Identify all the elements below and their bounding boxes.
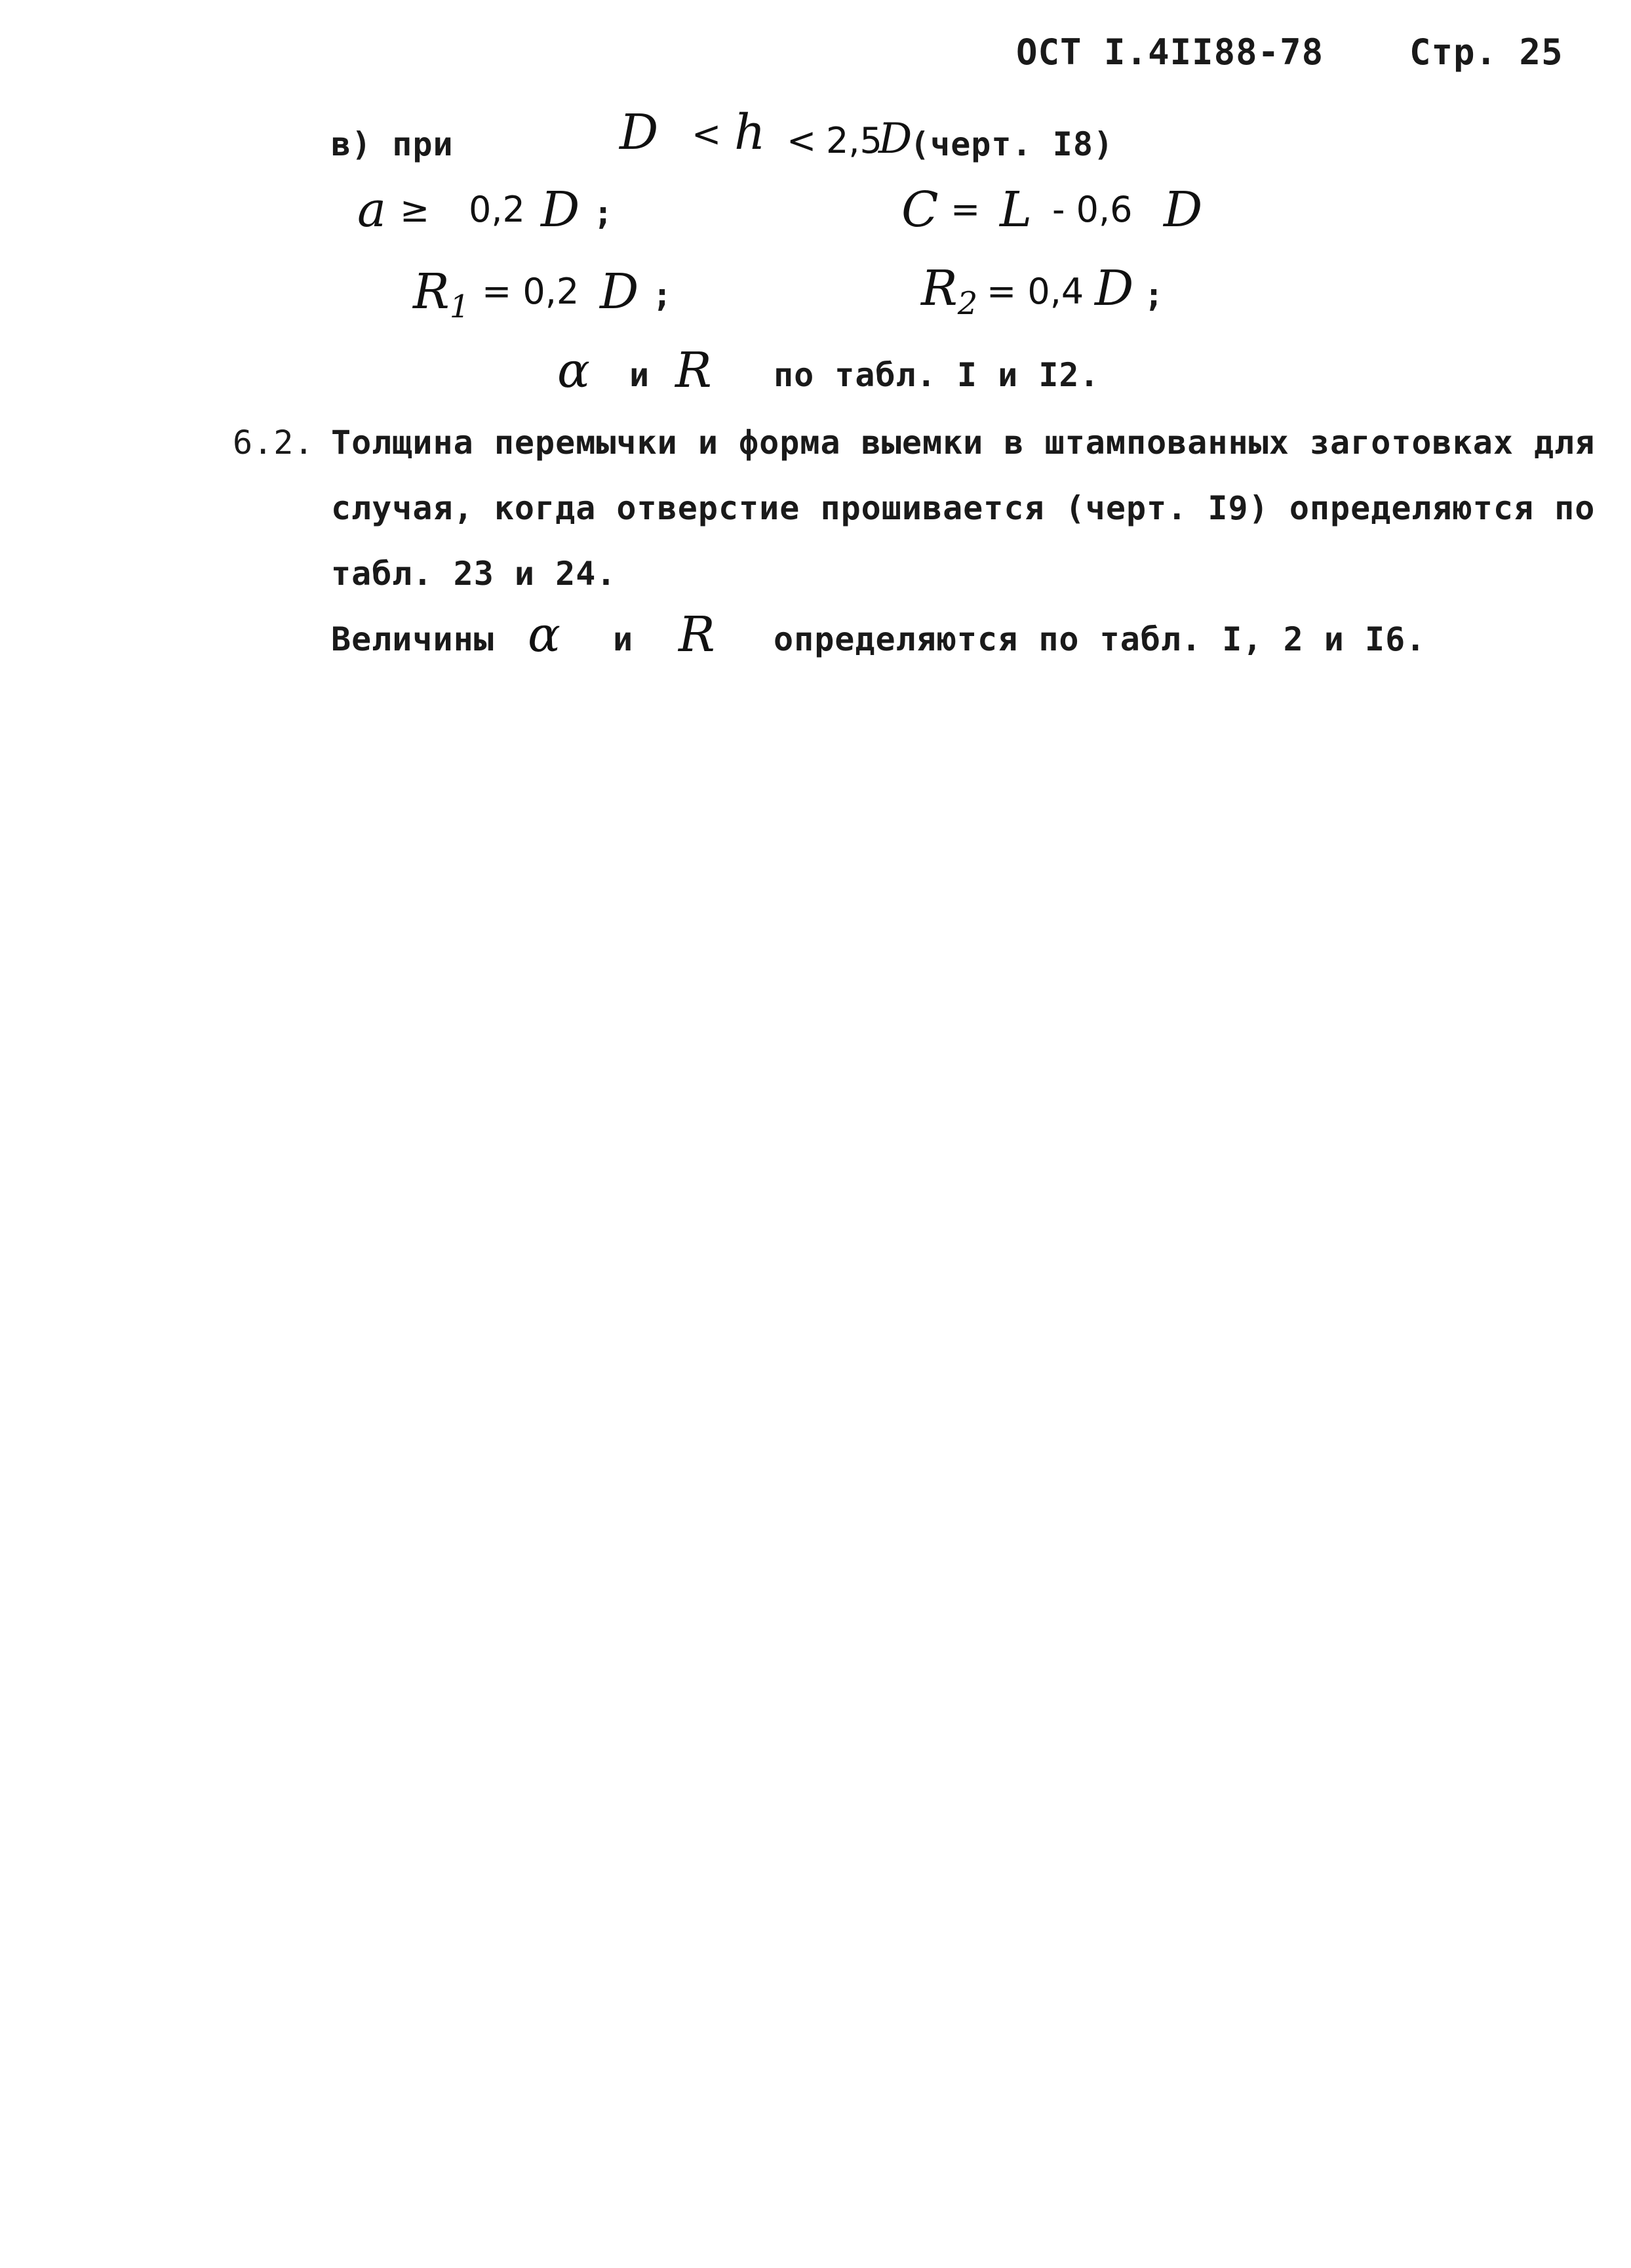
handwritten-R1 bbox=[413, 266, 469, 333]
handwritten-D-c: D bbox=[1164, 182, 1203, 238]
alpha-symbol: α bbox=[557, 342, 590, 399]
formula-r2-eq: = 0,4 bbox=[987, 271, 1084, 312]
r1-subscript: 1 bbox=[449, 288, 470, 325]
drawing-ref: (черт. I8) bbox=[910, 125, 1114, 163]
section-line-1: Толщина перемычки и форма выемки в штампованных заготовках для bbox=[331, 424, 1596, 462]
and-word: и bbox=[629, 356, 650, 394]
formula-r1-end: ; bbox=[652, 276, 673, 314]
page-number: Стр. 25 bbox=[1409, 31, 1563, 73]
formula-r1-eq: = 0,2 bbox=[482, 271, 580, 312]
case-v-prefix: в) при bbox=[331, 125, 454, 163]
handwritten-D: D bbox=[619, 104, 659, 161]
handwritten-D-a: D bbox=[541, 182, 580, 238]
alpha-symbol-2: α bbox=[528, 607, 560, 663]
handwritten-a: a bbox=[357, 182, 387, 238]
section-line-3: табл. 23 и 24. bbox=[331, 555, 617, 593]
less-than-sign: < bbox=[692, 113, 722, 155]
r1-letter: R bbox=[413, 264, 450, 320]
formula-a-end: ; bbox=[593, 194, 614, 232]
values-tail: определяются по табл. I, 2 и I6. bbox=[774, 620, 1426, 658]
section-line-2: случая, когда отверстие прошивается (черт. I9) определяются по bbox=[331, 489, 1596, 527]
r2-letter: R bbox=[921, 260, 958, 317]
and-word-2: и bbox=[613, 620, 634, 658]
formula-a-value: 0,2 bbox=[469, 189, 525, 230]
handwritten-D-r1: D bbox=[600, 264, 639, 320]
equals-sign: = bbox=[951, 189, 981, 230]
doc-code: ОСТ I.4II88-78 bbox=[1016, 31, 1324, 73]
formula-r2-end: ; bbox=[1144, 276, 1165, 314]
values-lead: Величины bbox=[331, 620, 494, 658]
coefficient: 2,5 bbox=[826, 120, 882, 161]
R-symbol: R bbox=[675, 342, 712, 399]
handwritten-D-2: D bbox=[878, 115, 913, 163]
R-symbol-2: R bbox=[678, 607, 715, 663]
handwritten-R2 bbox=[921, 262, 977, 330]
section-number: 6.2. bbox=[233, 424, 315, 462]
handwritten-h: h bbox=[734, 104, 766, 161]
r2-subscript: 2 bbox=[957, 285, 978, 322]
handwritten-D-r2: D bbox=[1095, 260, 1134, 317]
less-than-sign-2: < bbox=[787, 120, 817, 161]
relation-sign: ≥ bbox=[400, 189, 430, 230]
formula-c-rest: - 0,6 bbox=[1052, 189, 1133, 230]
alpha-line-ref: по табл. I и I2. bbox=[774, 356, 1100, 394]
handwritten-L: L bbox=[1000, 182, 1032, 238]
handwritten-C: C bbox=[901, 182, 939, 238]
